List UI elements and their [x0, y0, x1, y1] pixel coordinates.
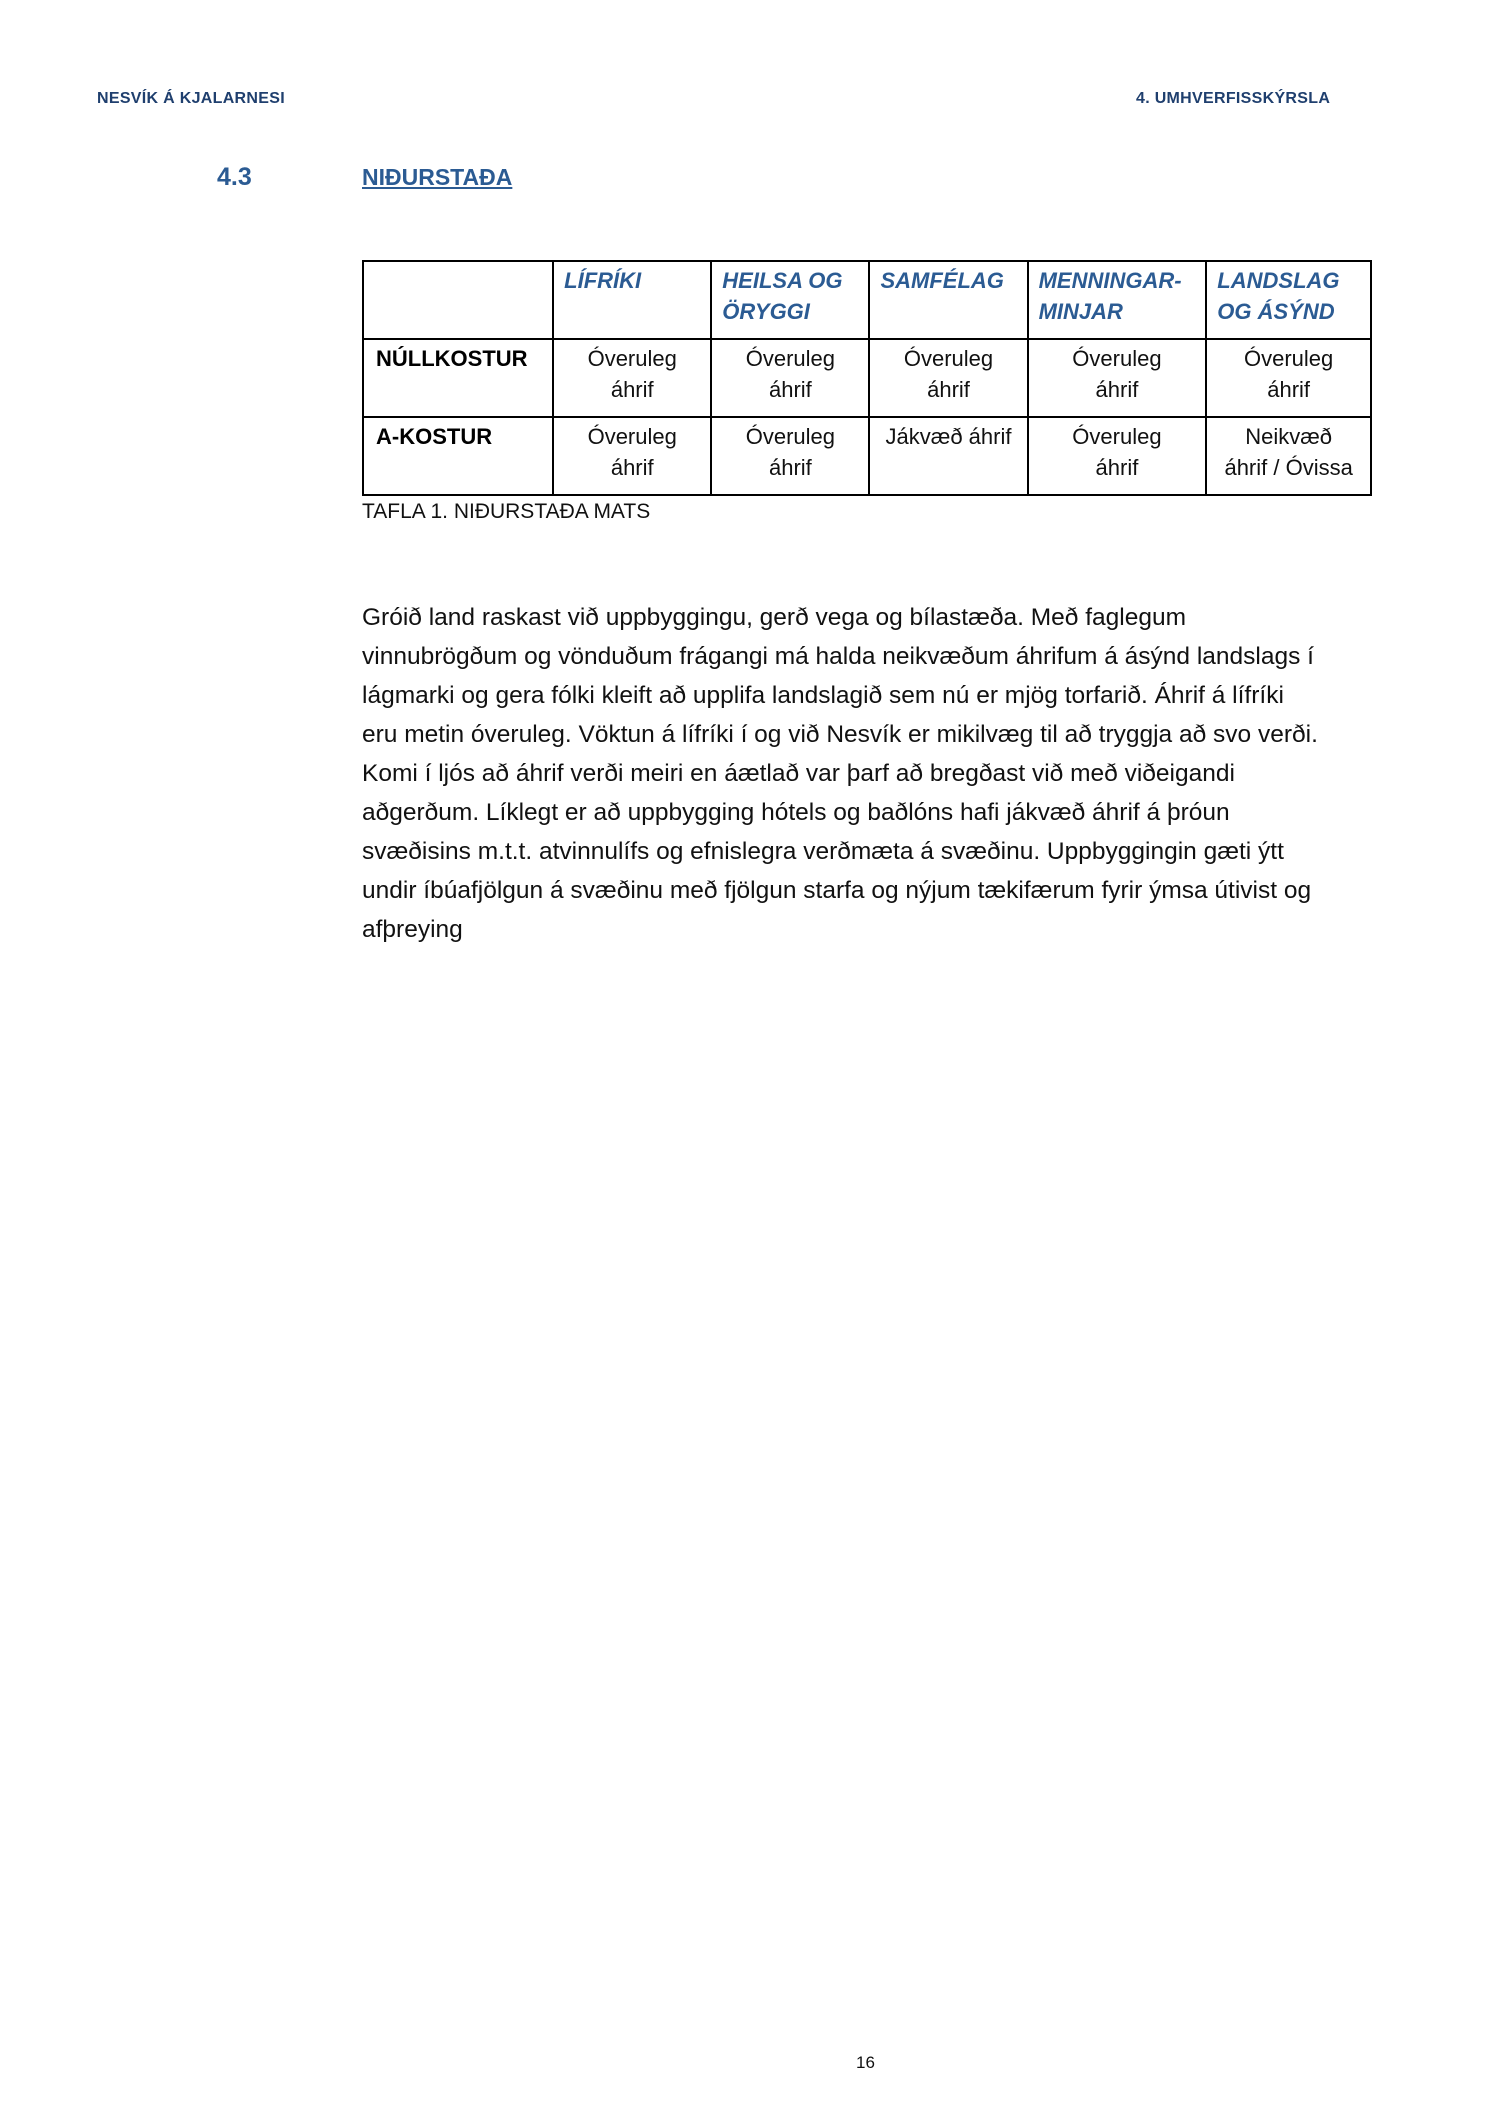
table-cell: Jákvæð áhrif	[869, 417, 1027, 495]
table-cell: Óveruleg áhrif	[553, 417, 711, 495]
column-header: HEILSA OG ÖRYGGI	[711, 261, 869, 339]
table-cell: Neikvæð áhrif / Óvissa	[1206, 417, 1371, 495]
table-cell: Óveruleg áhrif	[1028, 417, 1207, 495]
table-cell: Óveruleg áhrif	[1206, 339, 1371, 417]
results-table	[362, 260, 1372, 496]
paragraph-line: Komi í ljós að áhrif verði meiri en áætlað var þarf að bregðast við með viðeigandi	[362, 760, 1235, 787]
running-header-left: NESVÍK Á KJALARNESI	[97, 90, 285, 107]
section-number: 4.3	[217, 163, 252, 191]
column-header: MENNINGAR- MINJAR	[1028, 261, 1207, 339]
table-cell: Óveruleg áhrif	[553, 339, 711, 417]
paragraph-line: afþreying	[362, 916, 463, 943]
table-row	[363, 339, 1371, 417]
paragraph-line: aðgerðum. Líklegt er að uppbygging hótels og baðlóns hafi jákvæð áhrif á þróun	[362, 799, 1230, 826]
table-corner-cell	[363, 261, 553, 339]
paragraph-line: vinnubrögðum og vönduðum frágangi má halda neikvæðum áhrifum á ásýnd landslags í	[362, 643, 1314, 670]
column-header: LÍFRÍKI	[553, 261, 711, 339]
column-header: SAMFÉLAG	[869, 261, 1027, 339]
paragraph-line: eru metin óveruleg. Vöktun á lífríki í og við Nesvík er mikilvæg til að tryggja að svo verði.	[362, 721, 1318, 748]
table-header-row	[363, 261, 1371, 339]
body-paragraph	[362, 598, 1374, 949]
page-number: 16	[856, 2053, 875, 2072]
paragraph-line: lágmarki og gera fólki kleift að upplifa landslagið sem nú er mjög torfarið. Áhrif á lífríki	[362, 682, 1284, 709]
paragraph-line: svæðisins m.t.t. atvinnulífs og efnislegra verðmæta á svæðinu. Uppbyggingin gæti ýtt	[362, 838, 1284, 865]
table-row	[363, 417, 1371, 495]
section-title: NIÐURSTAÐA	[362, 164, 513, 190]
table-cell: Óveruleg áhrif	[869, 339, 1027, 417]
table-cell: Óveruleg áhrif	[1028, 339, 1207, 417]
column-header: LANDSLAG OG ÁSÝND	[1206, 261, 1371, 339]
row-header: A-KOSTUR	[363, 417, 553, 495]
row-header: NÚLLKOSTUR	[363, 339, 553, 417]
running-header-right: 4. UMHVERFISSKÝRSLA	[1136, 90, 1331, 107]
paragraph-line: Gróið land raskast við uppbyggingu, gerð vega og bílastæða. Með faglegum	[362, 604, 1186, 631]
table-cell: Óveruleg áhrif	[711, 417, 869, 495]
table-cell: Óveruleg áhrif	[711, 339, 869, 417]
table-caption: TAFLA 1. NIÐURSTAÐA MATS	[362, 500, 651, 523]
paragraph-line: undir íbúafjölgun á svæðinu með fjölgun starfa og nýjum tækifærum fyrir ýmsa útivist og	[362, 877, 1312, 904]
